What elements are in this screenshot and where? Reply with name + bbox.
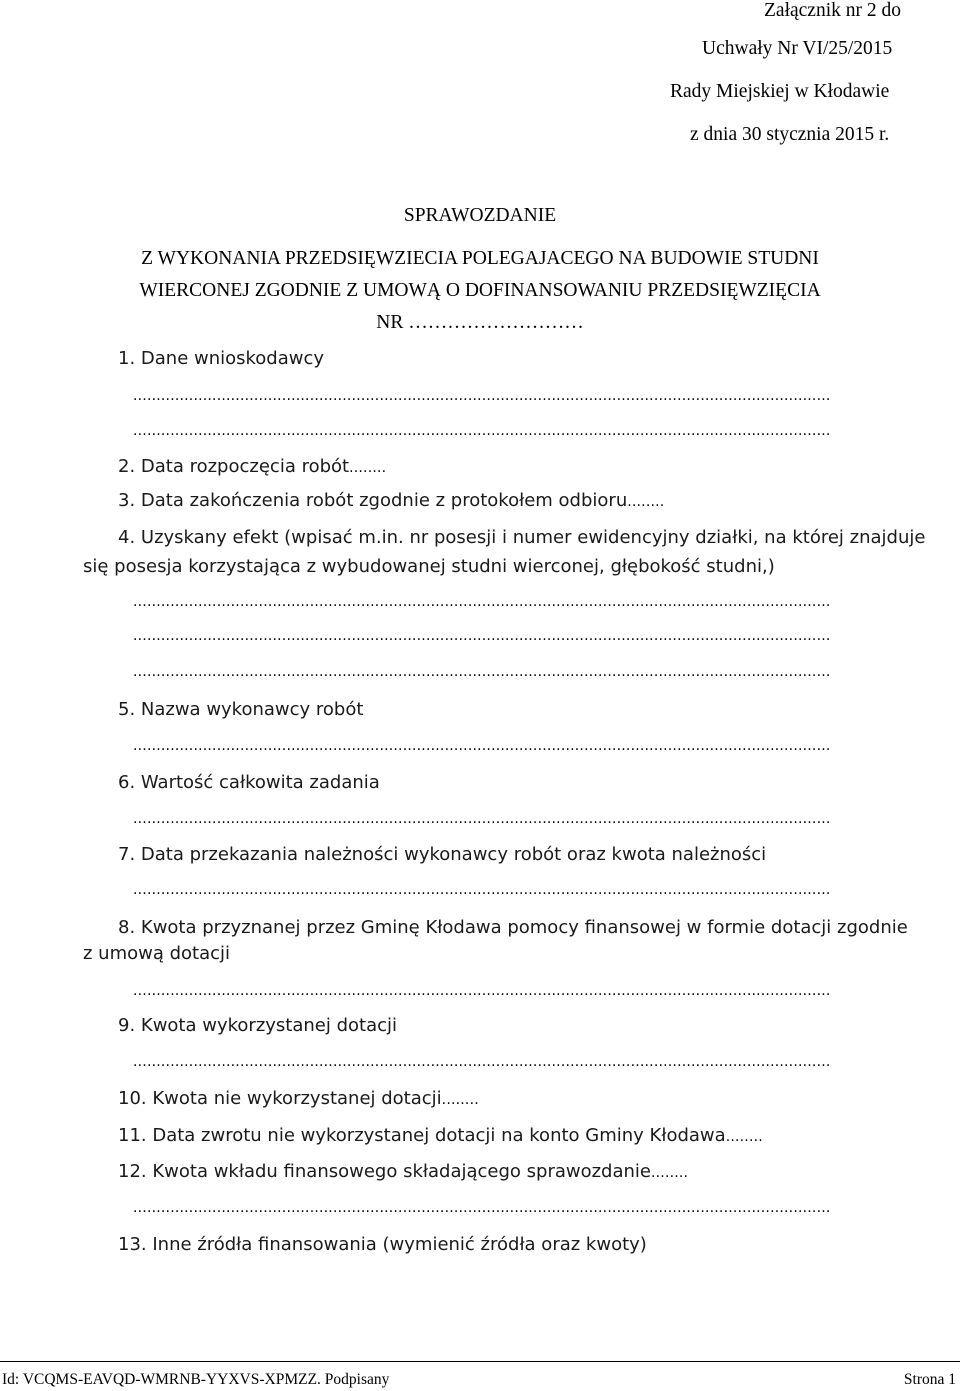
item-1-label: 1. Dane wnioskodawcy — [118, 348, 325, 369]
item-2-label: 2. Data rozpoczęcia robót........ — [118, 456, 387, 477]
item-7-label: 7. Data przekazania należności wykonawcy robót oraz kwota należności — [118, 844, 767, 865]
item-3-label: 3. Data zakończenia robót zgodnie z protokołem odbioru........ — [118, 490, 665, 511]
fill-line: ........ — [725, 1129, 763, 1145]
item-11-label: 11. Data zwrotu nie wykorzystanej dotacji na konto Gminy Kłodawa........ — [118, 1125, 763, 1146]
fill-line: ...................................................................................................................................................... — [133, 594, 831, 610]
fill-line: ...................................................................................................................................................... — [133, 1054, 831, 1070]
item-10-label: 10. Kwota nie wykorzystanej dotacji........ — [118, 1088, 479, 1109]
fill-line: ...................................................................................................................................................... — [133, 983, 831, 999]
item-13-label: 13. Inne źródła finansowania (wymienić źródła oraz kwoty) — [118, 1234, 647, 1255]
item-4-label-line-2: się posesja korzystająca z wybudowanej studni wierconej, głębokość studni,) — [83, 556, 775, 577]
fill-line: ........ — [441, 1092, 479, 1108]
document-id: Id: VCQMS-EAVQD-WMRNB-YYXVS-XPMZZ. Podpisany — [2, 1371, 390, 1388]
title-line-3: WIERCONEJ ZGODNIE Z UMOWĄ O DOFINANSOWANIU PRZEDSIĘWZIĘCIA — [139, 280, 821, 301]
title-line-2: Z WYKONANIA PRZEDSIĘWZIECIA POLEGAJACEGO NA BUDOWIE STUDNI — [141, 248, 819, 269]
fill-line: ...................................................................................................................................................... — [133, 811, 831, 827]
annex-line-2: Uchwały Nr VI/25/2015 — [702, 38, 893, 59]
page-number: Strona 1 — [903, 1371, 956, 1388]
fill-line: ........ — [627, 494, 665, 510]
fill-line: ........ — [349, 460, 387, 476]
item-5-label: 5. Nazwa wykonawcy robót — [118, 699, 364, 720]
item-8-label-line-2: z umową dotacji — [83, 943, 231, 964]
annex-line-3: Rady Miejskiej w Kłodawie — [670, 81, 890, 102]
fill-line: ........ — [651, 1165, 689, 1181]
title-line-1: SPRAWOZDANIE — [403, 205, 557, 226]
footer-divider — [0, 1361, 960, 1362]
title-line-4: NR ……………………… — [376, 312, 584, 333]
fill-line: ...................................................................................................................................................... — [133, 1200, 831, 1216]
item-9-label: 9. Kwota wykorzystanej dotacji — [118, 1015, 398, 1036]
fill-line: ...................................................................................................................................................... — [133, 388, 831, 404]
fill-line: ...................................................................................................................................................... — [133, 738, 831, 754]
fill-line: ...................................................................................................................................................... — [133, 628, 831, 644]
fill-line: ...................................................................................................................................................... — [133, 664, 831, 680]
fill-line: ...................................................................................................................................................... — [133, 882, 831, 898]
item-4-label-line-1: 4. Uzyskany efekt (wpisać m.in. nr posesji i numer ewidencyjny działki, na której znajduje — [118, 527, 926, 548]
annex-line-4: z dnia 30 stycznia 2015 r. — [690, 124, 890, 145]
fill-line: ...................................................................................................................................................... — [133, 423, 831, 439]
item-8-label-line-1: 8. Kwota przyznanej przez Gminę Kłodawa pomocy finansowej w formie dotacji zgodnie — [118, 917, 908, 938]
item-12-label: 12. Kwota wkładu finansowego składającego sprawozdanie........ — [118, 1161, 689, 1182]
item-6-label: 6. Wartość całkowita zadania — [118, 772, 380, 793]
annex-line-1: Załącznik nr 2 do — [764, 0, 901, 21]
